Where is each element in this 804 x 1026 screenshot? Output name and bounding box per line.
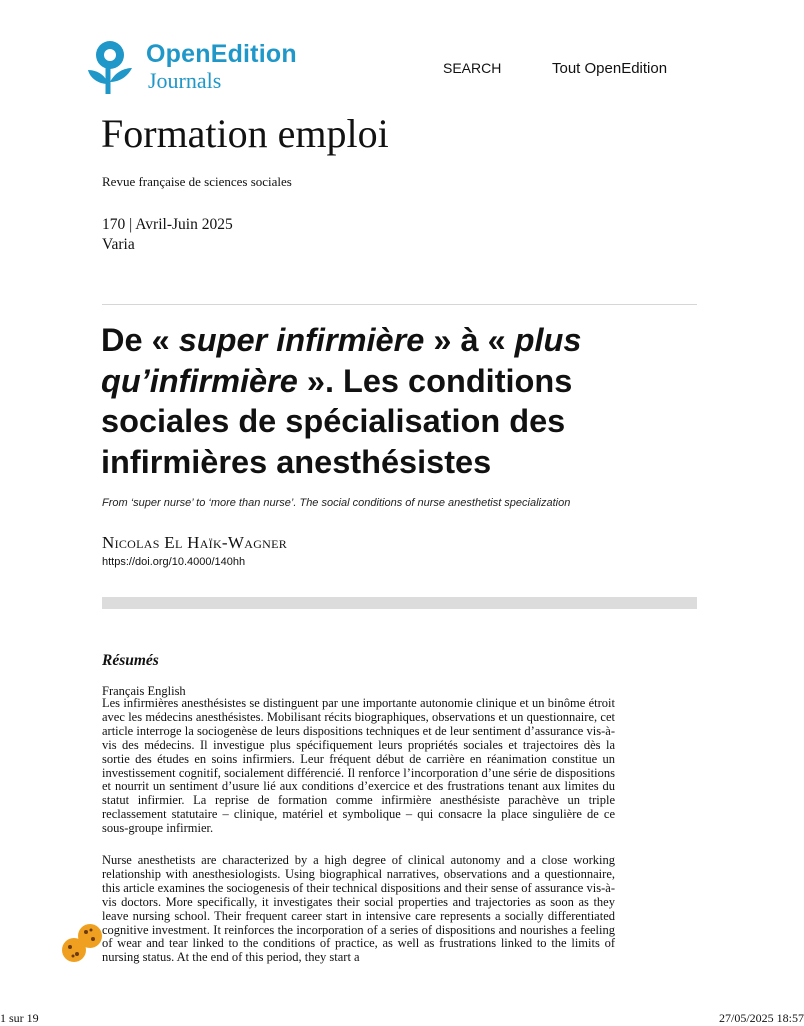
title-part-4: plus qu’infirmière [101,322,582,399]
search-link[interactable]: SEARCH [443,60,502,76]
title-part-3: » à « [424,322,515,358]
tout-openedition-link[interactable]: Tout OpenEdition [552,60,668,77]
article-subtitle: From ‘super nurse’ to ‘more than nurse’. The social conditions of nurse anesthetist specialization [102,497,571,509]
separator-bar [102,597,697,609]
lang-english-link[interactable]: English [147,684,186,698]
issue-section[interactable]: Varia [102,236,135,253]
abstract-french: Les infirmières anesthésistes se distinguent par une importante autonomie clinique et un binôme étroit avec les médecins anesthésistes. Mobilisant récits biographiques, observations et un questionnaire, cet article interroge la sociogenèse de leurs dispositions techniques et de leur sentiment d’assurance vis-à-vis des médecins. Il investigue plus spécifiquement leurs propriétés sociales et trajectoires dès la sortie des études en soins infirmiers. Leur fréquent début de carrière en réanimation constitue un investissement cognitif, socialement différencié. Il renforce l’incorporation d’une série de dispositions et nourrit un sentiment d’usure lié aux conditions d’exercice et des frustrations tenant aux limites du statut infirmier. La reprise de formation comme infirmière anesthésiste parachève un triple reclassement statutaire – clinique, matériel et symbolique – qui consacre la place singulière de ce sous-groupe infirmier. [102,696,615,836]
openedition-logo[interactable] [84,38,314,98]
page-count: 1 sur 19 [0,1011,39,1025]
logo-sub-text: Journals [148,68,222,93]
journal-title[interactable]: Formation emploi [101,111,389,156]
logo-brand-text: OpenEdition [146,40,297,68]
title-part-5: ». Les conditions sociales de spécialisation des infirmières anesthésistes [101,362,573,480]
title-part-2: super infirmière [178,322,425,358]
author-name[interactable]: Nicolas El Haïk-Wagner [102,533,288,552]
article-title [101,320,701,482]
issue-number[interactable]: 170 | Avril-Juin 2025 [102,216,233,233]
journal-subtitle: Revue française de sciences sociales [102,174,292,189]
resumes-heading: Résumés [102,652,159,669]
title-part-1: De « [101,322,179,358]
issue-info [102,215,233,255]
cookie-icon[interactable] [60,922,104,964]
divider [102,304,697,305]
print-datetime: 27/05/2025 18:57 [718,1011,804,1025]
doi-link[interactable]: https://doi.org/10.4000/140hh [102,556,246,568]
abstract-english: Nurse anesthetists are characterized by a high degree of clinical autonomy and a close working relationship with anesthesiologists. Using biographical narratives, observations and a questionnaire, this article examines the sociogenesis of their technical dispositions and their sense of assurance vis-à-vis doctors. More specifically, it investigates their social properties and trajectories as soon as they leave nursing school. Their frequent career start in intensive care represents a socially differentiated cognitive investment. It reinforces the incorporation of a series of dispositions and nourishes a feeling of wear and tear linked to the conditions of practice, as well as frustrations linked to the limits of nursing status. At the end of this period, they start a [102,853,615,965]
openedition-flower-icon [84,38,138,98]
lang-francais-link[interactable]: Français [102,684,145,698]
